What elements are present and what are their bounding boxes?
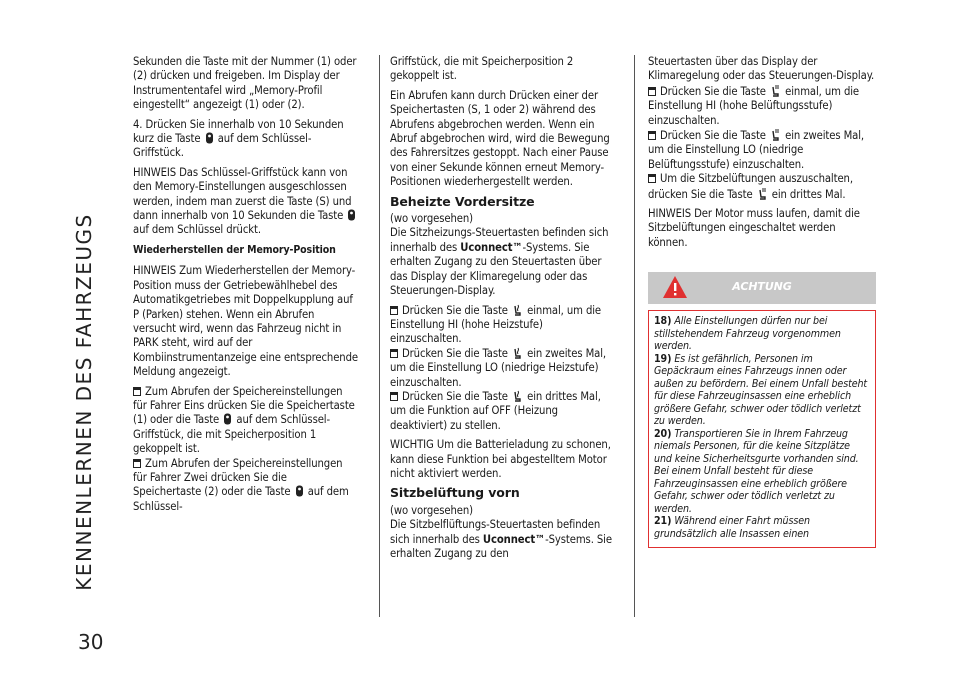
text: 4. Drücken Sie innerhalb von 10 Sekunden kurz die Taste <box>133 117 344 146</box>
text: Drücken Sie die Taste <box>660 84 766 98</box>
text: -Systems. Sie erhalten Zugang zu den <box>390 532 612 560</box>
text: Drücken Sie die Taste <box>402 346 508 360</box>
text: Die Sitzbelflüftungs-Steuertasten befinden sich innerhalb des <box>390 518 601 546</box>
key-fob-icon <box>295 485 304 497</box>
text: HINWEIS Das Schlüssel-Griffstück kann von den Memory-Einstellungen ausgeschlossen werden, indem man zuerst die Taste (S) und dann innerhalb von 10 Sekunden die Taste <box>133 165 352 223</box>
section-heading: Beheizte Vordersitze <box>390 193 535 209</box>
brand-name: Uconnect™ <box>460 240 523 254</box>
text-column-2 <box>390 55 615 566</box>
warning-item <box>654 353 870 428</box>
paragraph <box>133 118 358 161</box>
text: auf dem Schlüssel- <box>133 485 349 513</box>
warning-number: 20) <box>654 427 672 440</box>
warning-item <box>654 315 870 353</box>
bullet-item <box>648 84 876 128</box>
text: Drücken Sie die Taste <box>660 129 766 143</box>
paragraph: Steuertasten über das Display der Klimaregelung oder das Steuerungen-Display. <box>648 55 875 83</box>
bullet-icon <box>648 131 656 140</box>
heated-seat-icon <box>512 347 523 359</box>
warning-number: 19) <box>654 352 672 365</box>
paragraph <box>390 226 615 298</box>
text: ein zweites Mal, um die Einstellung LO (niedrige Belüftungsstufe) einzuschalten. <box>648 129 865 171</box>
text: Drücken Sie die Taste <box>402 303 508 317</box>
warning-box <box>648 310 876 548</box>
warning-number: 21) <box>654 515 672 528</box>
bullet-icon <box>648 174 656 183</box>
warning-text: Transportieren Sie in Ihrem Fahrzeug niemals Personen, für die keine Sitzplätze und keine Sicherheitsgurte vorhanden sind. Bei einem Unfall besteht für diese Fahrzeuginsassen eine erheblich größere Gefahr, schwer oder tödlich verletzt zu werden. <box>654 427 859 515</box>
column-divider <box>379 55 380 617</box>
ventilated-seat-icon <box>757 187 768 200</box>
paragraph: HINWEIS Zum Wiederherstellen der Memory-Position muss der Getriebewählhebel des Automatikgetriebes mit Doppelkupplung auf P (Parken) stehen. Wenn ein Abrufen versucht wird, wenn das Fahrzeug nicht in PARK steht, wird auf der Kombiinstrumentanzeige eine entsprechende Meldung angezeigt. <box>133 264 358 379</box>
chapter-title: KENNENLERNEN DES FAHRZEUGS <box>72 213 96 591</box>
warning-text: Während einer Fahrt müssen grundsätzlich alle Insassen einen <box>654 515 810 540</box>
bullet-icon <box>390 349 398 358</box>
text: einmal, um die Einstellung HI (hohe Belüftungsstufe) einzuschalten. <box>648 84 860 127</box>
key-fob-icon <box>347 209 356 221</box>
bullet-icon <box>648 87 656 96</box>
warning-title: ACHTUNG <box>732 280 792 294</box>
key-fob-icon <box>205 132 214 144</box>
bullet-icon <box>133 459 141 468</box>
text: auf dem Schlüssel-Griffstück, die mit Speicherposition 1 gekoppelt ist. <box>133 413 331 456</box>
text: einmal, um die Einstellung HI (hohe Heizstufe) einzuschalten. <box>390 303 602 346</box>
text: Die Sitzheizungs-Steuertasten befinden sich innerhalb des <box>390 226 609 254</box>
paragraph <box>133 166 358 238</box>
text: auf dem Schlüssel-Griffstück. <box>133 132 312 160</box>
heated-seat-icon <box>512 390 523 402</box>
text: ein zweites Mal, um die Einstellung LO (niedrige Heizstufe) einzuschalten. <box>390 346 607 389</box>
text-column-1 <box>133 55 358 519</box>
bullet-item <box>133 385 358 457</box>
ventilated-seat-icon <box>770 84 781 97</box>
text-column-3 <box>648 55 876 548</box>
paragraph: Griffstück, die mit Speicherposition 2 gekoppelt ist. <box>390 55 574 83</box>
text: auf dem Schlüssel drückt. <box>133 223 261 237</box>
ventilated-seat-icon <box>770 128 781 141</box>
warning-text: Alle Einstellungen dürfen nur bei stillstehendem Fahrzeug vorgenommen werden. <box>654 315 841 353</box>
availability-note: (wo vorgesehen) <box>390 212 473 226</box>
bullet-item <box>390 304 615 347</box>
bullet-item <box>390 390 615 433</box>
bullet-icon <box>390 392 398 401</box>
subheading: Wiederherstellen der Memory-Position <box>133 243 336 256</box>
bullet-icon <box>390 306 398 315</box>
bullet-item <box>648 172 876 202</box>
column-divider <box>634 55 635 617</box>
section-heading: Sitzbelüftung vorn <box>390 485 520 501</box>
paragraph: Sekunden die Taste mit der Nummer (1) oder (2) drücken und freigeben. Im Display der Instrumententafel wird „Memory-Profil eingestellt“ angezeigt (1) oder (2). <box>133 55 357 112</box>
text: ein drittes Mal, um die Funktion auf OFF (Heizung deaktiviert) zu stellen. <box>390 389 601 432</box>
brand-name: Uconnect™ <box>482 532 546 546</box>
warning-header <box>648 272 876 304</box>
bullet-item <box>648 128 876 172</box>
warning-item <box>654 515 870 540</box>
bullet-item <box>390 347 615 390</box>
key-fob-icon <box>223 413 232 425</box>
warning-item <box>654 428 870 516</box>
text: Drücken Sie die Taste <box>402 389 508 403</box>
warning-number: 18) <box>654 315 672 328</box>
paragraph: HINWEIS Der Motor muss laufen, damit die Sitzbelüftungen eingeschaltet werden können. <box>648 207 860 249</box>
paragraph <box>390 518 615 561</box>
paragraph: Ein Abrufen kann durch Drücken einer der Speichertasten (S, 1 oder 2) während des Abrufens abgebrochen werden. Wenn ein Abruf abgebrochen wird, wird die Bewegung des Fahrersitzes gestoppt. Nach einer Pause von einer Sekunde können erneut Memory-Positionen wiederhergestellt werden. <box>390 88 610 189</box>
text: Zum Abrufen der Speichereinstellungen für Fahrer Eins drücken Sie die Speichertaste (1) oder die Taste <box>133 384 355 427</box>
heated-seat-icon <box>512 304 523 316</box>
paragraph: WICHTIG Um die Batterieladung zu schonen, kann diese Funktion bei abgestelltem Motor nicht aktiviert werden. <box>390 438 611 480</box>
text: -Systems. Sie erhalten Zugang zu den Steuertasten über das Display der Klimaregelung oder das Steuerungen-Display. <box>390 240 602 298</box>
availability-note: (wo vorgesehen) <box>390 503 473 517</box>
text: ein drittes Mal. <box>771 187 846 201</box>
text: Zum Abrufen der Speichereinstellungen für Fahrer Zwei drücken Sie die Speichertaste (2) oder die Taste <box>133 456 343 499</box>
page-number: 30 <box>78 630 104 654</box>
bullet-icon <box>133 387 141 396</box>
warning-text: Es ist gefährlich, Personen im Gepäckraum eines Fahrzeugs innen oder außen zu befördern. Bei einem Unfall besteht für diese Fahrzeuginsassen eine erheblich größere Gefahr, schwer oder tödlich verletzt zu werden. <box>654 352 868 428</box>
bullet-item <box>133 457 358 515</box>
text: Um die Sitzbelüftungen auszuschalten, drücken Sie die Taste <box>648 172 853 201</box>
